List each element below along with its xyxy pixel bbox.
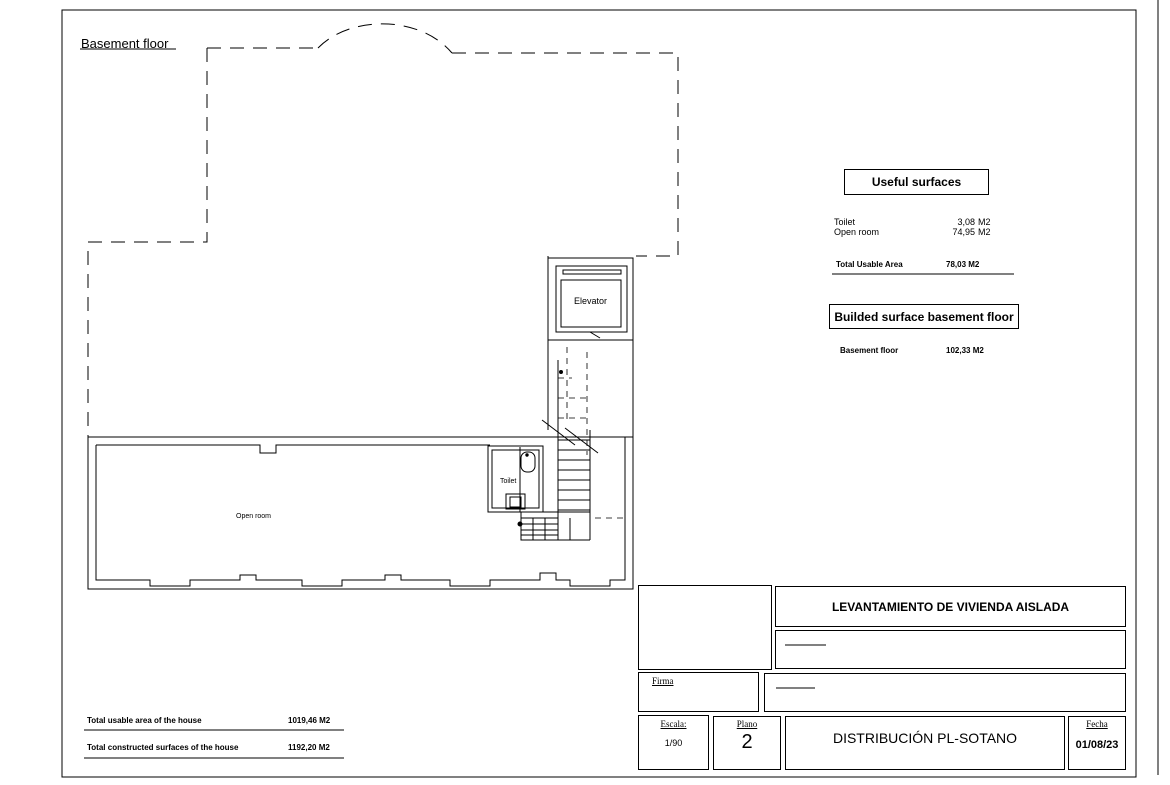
upper-floor-outline [88,24,678,437]
basement-floor-label: Basement floor [840,346,899,355]
fecha-label: Fecha [1086,719,1108,729]
total-usable-area-value: 78,03 M2 [946,260,980,269]
house-total-label: Total usable area of the house [87,716,202,725]
built-surface-heading: Builded surface basement floor [834,310,1014,324]
surface-name: Open room [834,227,880,237]
house-total-label: Total constructed surfaces of the house [87,743,239,752]
basement-floor-value: 102,33 M2 [946,346,984,355]
surface-value: 3,08 [957,217,975,227]
surface-value: 74,95 [952,227,975,237]
escala-value: 1/90 [664,738,683,748]
house-total-value: 1019,46 M2 [288,716,331,725]
surface-name: Toilet [834,217,856,227]
room-label-elevator: Elevator [574,296,608,306]
drawing-title: Basement floor [81,36,169,51]
total-usable-area-label: Total Usable Area [836,260,903,269]
surface-unit: M2 [978,227,991,237]
house-total-value: 1192,20 M2 [288,743,330,752]
plano-value: 2 [741,731,753,753]
fecha-value: 01/08/23 [1075,739,1119,751]
project-title: LEVANTAMIENTO DE VIVIENDA AISLADA [831,600,1070,614]
stair-dashed-lines [558,347,626,518]
escala-label: Escala: [660,719,687,729]
room-label-open-room: Open room [236,513,272,520]
walls [88,256,633,589]
plano-label: Plano [736,719,758,729]
title-block-signature-cell [764,673,1126,712]
sheet-title: DISTRIBUCIÓN PL-SOTANO [832,730,1018,746]
useful-surfaces-heading: Useful surfaces [871,175,962,189]
room-label-toilet: Toilet [500,478,517,485]
firma-label: Firma [652,676,674,686]
title-block-blank-cell [775,630,1126,669]
title-block-logo-cell [638,585,772,670]
surface-unit: M2 [978,217,991,227]
